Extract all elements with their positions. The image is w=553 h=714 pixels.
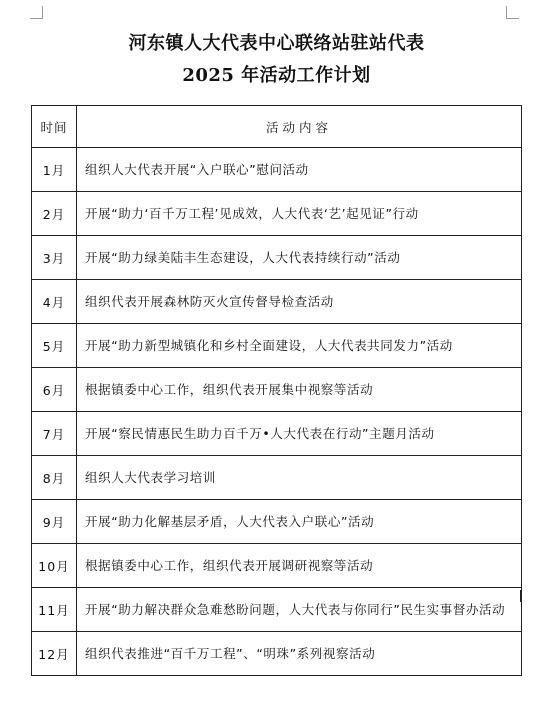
header-content: 活动内容 [77,106,522,148]
title-line-2: 2025 年活动工作计划 [182,65,371,86]
header-time: 时间 [32,106,77,148]
activity-cell: 组织人大代表开展“入户联心”慰问活动 [77,148,522,192]
activity-cell: 开展“助力化解基层矛盾，人大代表入户联心”活动 [77,500,522,544]
month-cell: 2月 [32,192,77,236]
table-row [32,280,522,324]
page-corner-mark-right [506,6,519,19]
month-cell: 6月 [32,368,77,412]
activity-cell: 组织人大代表学习培训 [77,456,522,500]
table-row [32,236,522,280]
activity-cell: 根据镇委中心工作，组织代表开展调研视察等活动 [77,544,522,588]
activity-cell: 开展“助力绿美陆丰生态建设，人大代表持续行动”活动 [77,236,522,280]
month-cell: 10月 [32,544,77,588]
table-row [32,500,522,544]
table-row [32,588,522,632]
activity-cell: 开展“助力‘百千万工程’见成效，人大代表‘艺’起见证”行动 [77,192,522,236]
table-row [32,192,522,236]
month-cell: 3月 [32,236,77,280]
month-cell: 1月 [32,148,77,192]
table-row [32,148,522,192]
table-row [32,324,522,368]
month-cell: 8月 [32,456,77,500]
month-cell: 7月 [32,412,77,456]
text-cursor [520,590,522,602]
month-cell: 4月 [32,280,77,324]
table-row [32,544,522,588]
table-row [32,368,522,412]
document-title [0,28,553,92]
table-body [32,148,522,676]
month-cell: 12月 [32,632,77,676]
activity-cell: 组织代表推进“百千万工程”、“明珠”系列视察活动 [77,632,522,676]
month-cell: 9月 [32,500,77,544]
activity-cell: 开展“助力新型城镇化和乡村全面建设，人大代表共同发力”活动 [77,324,522,368]
activity-cell: 组织代表开展森林防灭火宣传督导检查活动 [77,280,522,324]
month-cell: 11月 [32,588,77,632]
table-row [32,456,522,500]
activity-plan-table [31,105,522,676]
table-row [32,412,522,456]
table-row [32,632,522,676]
title-line-1: 河东镇人大代表中心联络站驻站代表 [128,33,425,54]
page-corner-mark-left [30,6,43,19]
activity-cell: 开展“助力解决群众急难愁盼问题，人大代表与你同行”民生实事督办活动 [77,588,522,632]
month-cell: 5月 [32,324,77,368]
activity-cell: 开展“察民情惠民生助力百千万•人大代表在行动”主题月活动 [77,412,522,456]
activity-cell: 根据镇委中心工作，组织代表开展集中视察等活动 [77,368,522,412]
table-header-row [32,106,522,148]
